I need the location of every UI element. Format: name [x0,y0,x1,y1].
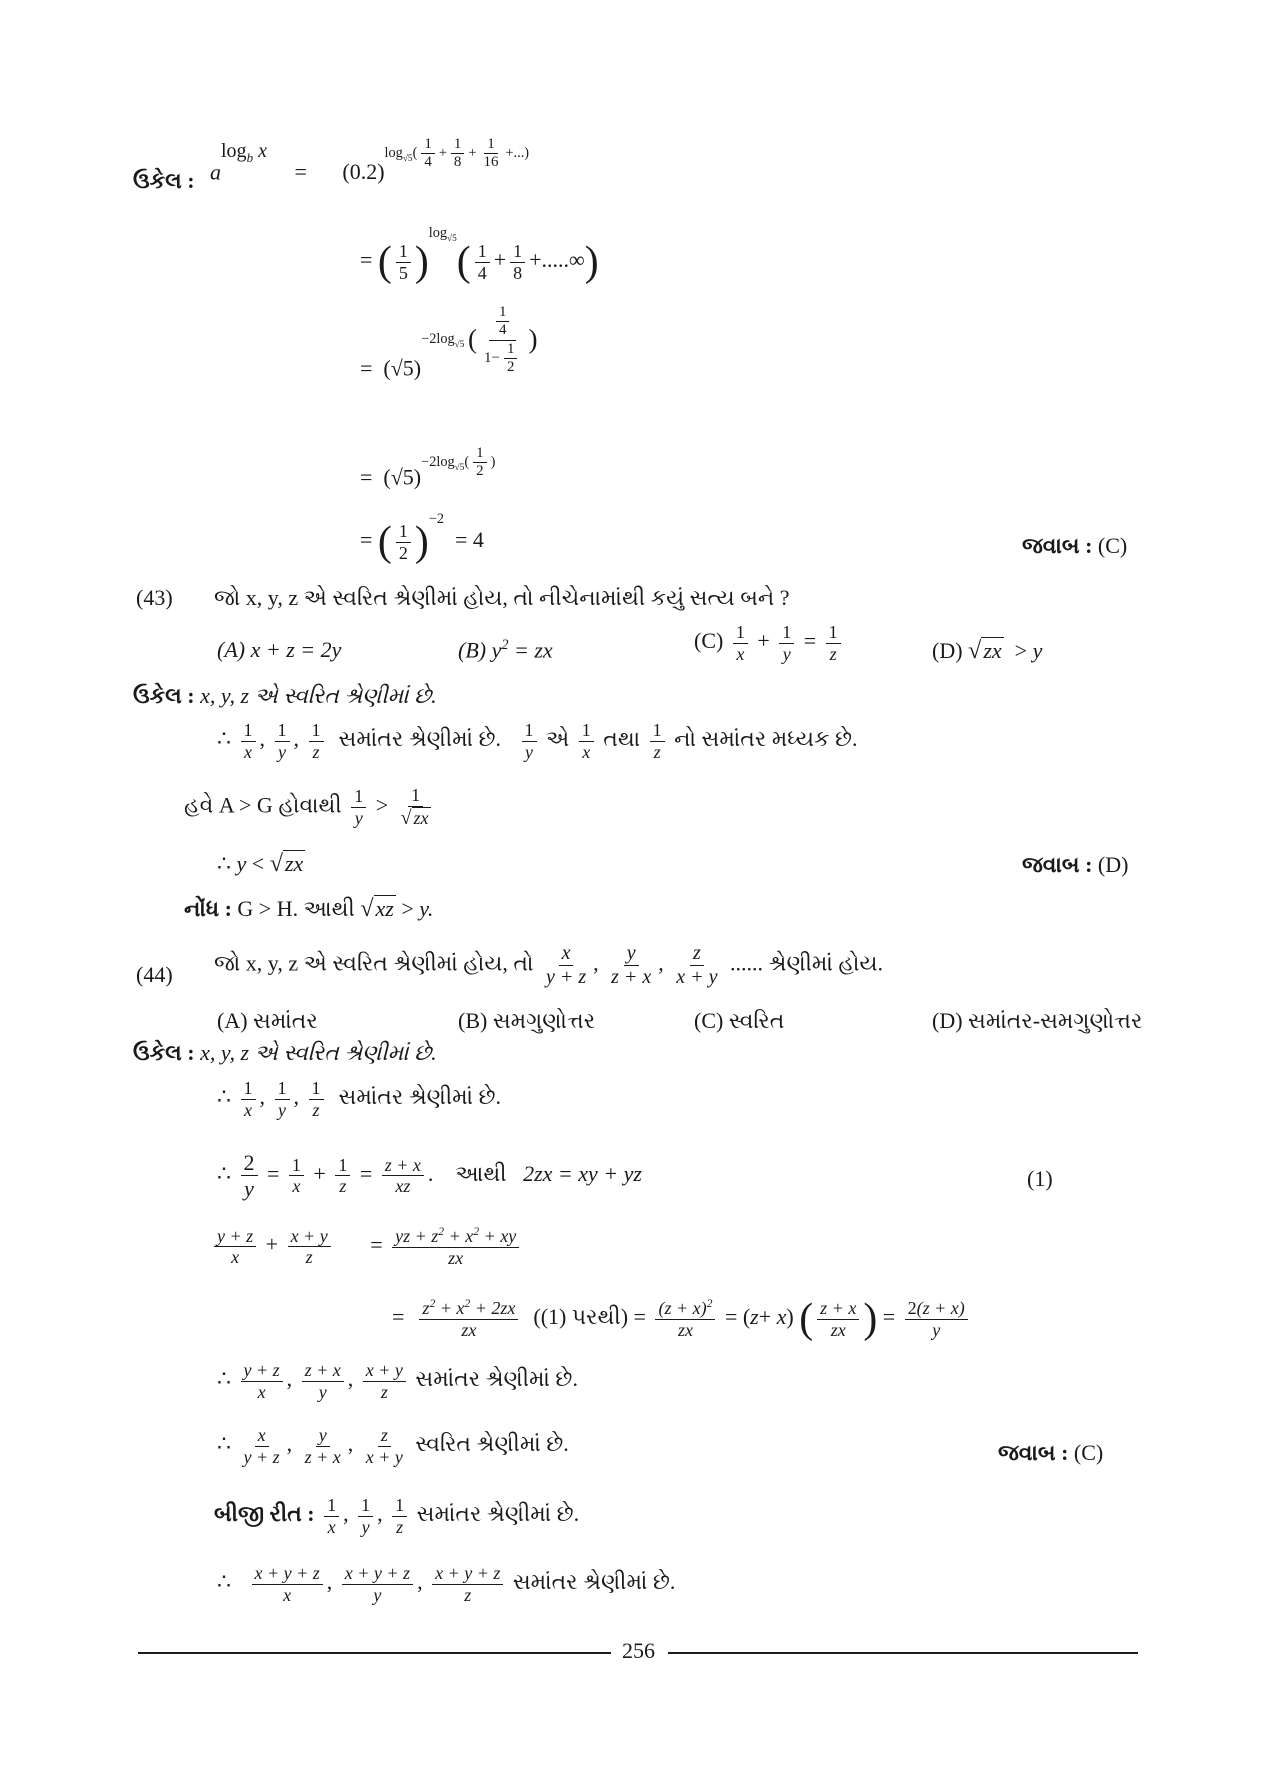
question-number: (43) [136,585,173,610]
solution-q44-alt: બીજી રીત : $\frac{1}{x}$ , $\frac{1}{y}$ , $\frac{1}{z}$ સમાંતર શ્રેણીમાં છે. [214,1495,580,1537]
option-c: (C) $\frac{1}{x}$ + $\frac{1}{y}$ = $\frac{1}{z}$ [694,622,845,664]
solution-q44-line5: = $\frac{z^2 + x^2 + 2zx}{zx}$ ((1) પરથી) = $\frac{(z + x)^2}{zx}$ = (z+ x) ( $\frac{z + x}{zx}$ ) = $\frac{2(z + x)}{y}$ [392,1295,972,1343]
option-b: (B) સમગુણોત્તર [458,1008,596,1033]
solution-q44-line3: ∴ $\frac{2}{y}$ = $\frac{1}{x}$ + $\frac{1}{z}$ = $\frac{z + x}{xz}$ . આથી 2zx = xy + yz [217,1150,642,1202]
solution-q43-line4: ∴ y < √ zx [217,850,304,877]
equation-line-5: = ( $\frac{1}{2}$ )$^{-2}$ = 4 [360,510,484,565]
question-text: જો x, y, z એ સ્વરિત શ્રેણીમાં હોય, તો નીચેનામાંથી કયું સત્ય બને ? [214,585,790,610]
answer-label: જવાબ : [1022,533,1093,558]
solution-q43: ઉકેલ : x, y, z એ સ્વરિત શ્રેણીમાં છે. [133,683,437,708]
option-d: (D) √ zx > y [932,637,1043,664]
solution-label: ઉકેલ : [133,168,195,193]
answer-q44: જવાબ : (C) [998,1440,1104,1465]
solution-q44-line2: ∴ $\frac{1}{x}$ , $\frac{1}{y}$ , $\frac{1}{z}$ સમાંતર શ્રેણીમાં છે. [217,1078,502,1120]
option-b: (B) $y^2$ = zx [458,637,553,663]
footer-rule-left [138,1652,611,1654]
option-a: (A) x + z = 2y [217,637,342,662]
answer-value: (C) [1097,533,1128,558]
page-number: 256 [622,1638,655,1663]
equation-line-3: = $(√5)^{-2log_{√5} ( \frac{1}{4} 1- \frac{1}{2} )}$ [360,304,538,381]
option-d: (D) સમાંતર-સમગુણોત્તર [932,1008,1143,1033]
question-number: (44) [136,962,173,987]
equation-line-2: = ( $\frac{1}{5}$ )$^{log_{√5}}$( $\frac{1}{4}$ + $\frac{1}{8}$ +.....∞) [360,224,599,285]
solution-q44: ઉકેલ : x, y, z એ સ્વરિત શ્રેણીમાં છે. [133,1040,437,1065]
solution-q43-line3: હવે A > G હોવાથી $\frac{1}{y}$ > 1 √ zx [184,785,429,829]
question-text: જો x, y, z એ સ્વરિત શ્રેણીમાં હોય, તો $\frac{x}{y + z}$ , $\frac{y}{z + x}$ , $\frac{z}{x + y}$ ...... શ્રેણીમાં હોય. [214,942,884,988]
solution-q44-line6: ∴ $\frac{y + z}{x}$ , $\frac{z + x}{y}$ , $\frac{x + y}{z}$ સમાંતર શ્રેણીમાં છે. [217,1360,578,1402]
footer-rule-right [668,1652,1138,1654]
equation-tag: (1) [1027,1166,1053,1191]
note-q43: નોંધ : G > H. આથી √ xz > y. [184,895,434,922]
solution-q44-line4: $\frac{y + z}{x}$ + $\frac{x + y}{z}$ = $\frac{yz + z^2 + x^2 + xy}{zx}$ [210,1225,523,1268]
equation-line-4: = $(√5)^{-2log_{√5}( \frac{1}{2} )}$ [360,445,496,490]
answer-q43: જવાબ : (D) [1022,852,1129,877]
option-a: (A) સમાંતર [217,1008,318,1033]
solution-q44-line7: ∴ $\frac{x}{y + z}$ , $\frac{y}{z + x}$ , $\frac{z}{x + y}$ સ્વરિત શ્રેણીમાં છે. [217,1425,569,1467]
option-c: (C) સ્વરિત [694,1008,785,1033]
answer-q42 [1022,533,1127,559]
solution-q44-alt-line2: ∴ $\frac{x + y + z}{x}$ , $\frac{x + y + z}{y}$ , $\frac{x + y + z}{z}$ સમાંતર શ્રેણીમાં છે. [217,1563,676,1605]
equation-line-1: $a^{log_b x} = (0.2)^{log_{√5}( \frac{1}{4} + \frac{1}{8} + \frac{1}{16} +...)}$ [210,136,530,185]
solution-q43-line2: ∴ $\frac{1}{x}$ , $\frac{1}{y}$ , $\frac{1}{z}$ સમાંતર શ્રેણીમાં છે. $\frac{1}{y}$ એ $\frac{1}{x}$ તથા $\frac{1}{z}$ નો સમાંતર મધ્યક છે. [217,720,858,762]
